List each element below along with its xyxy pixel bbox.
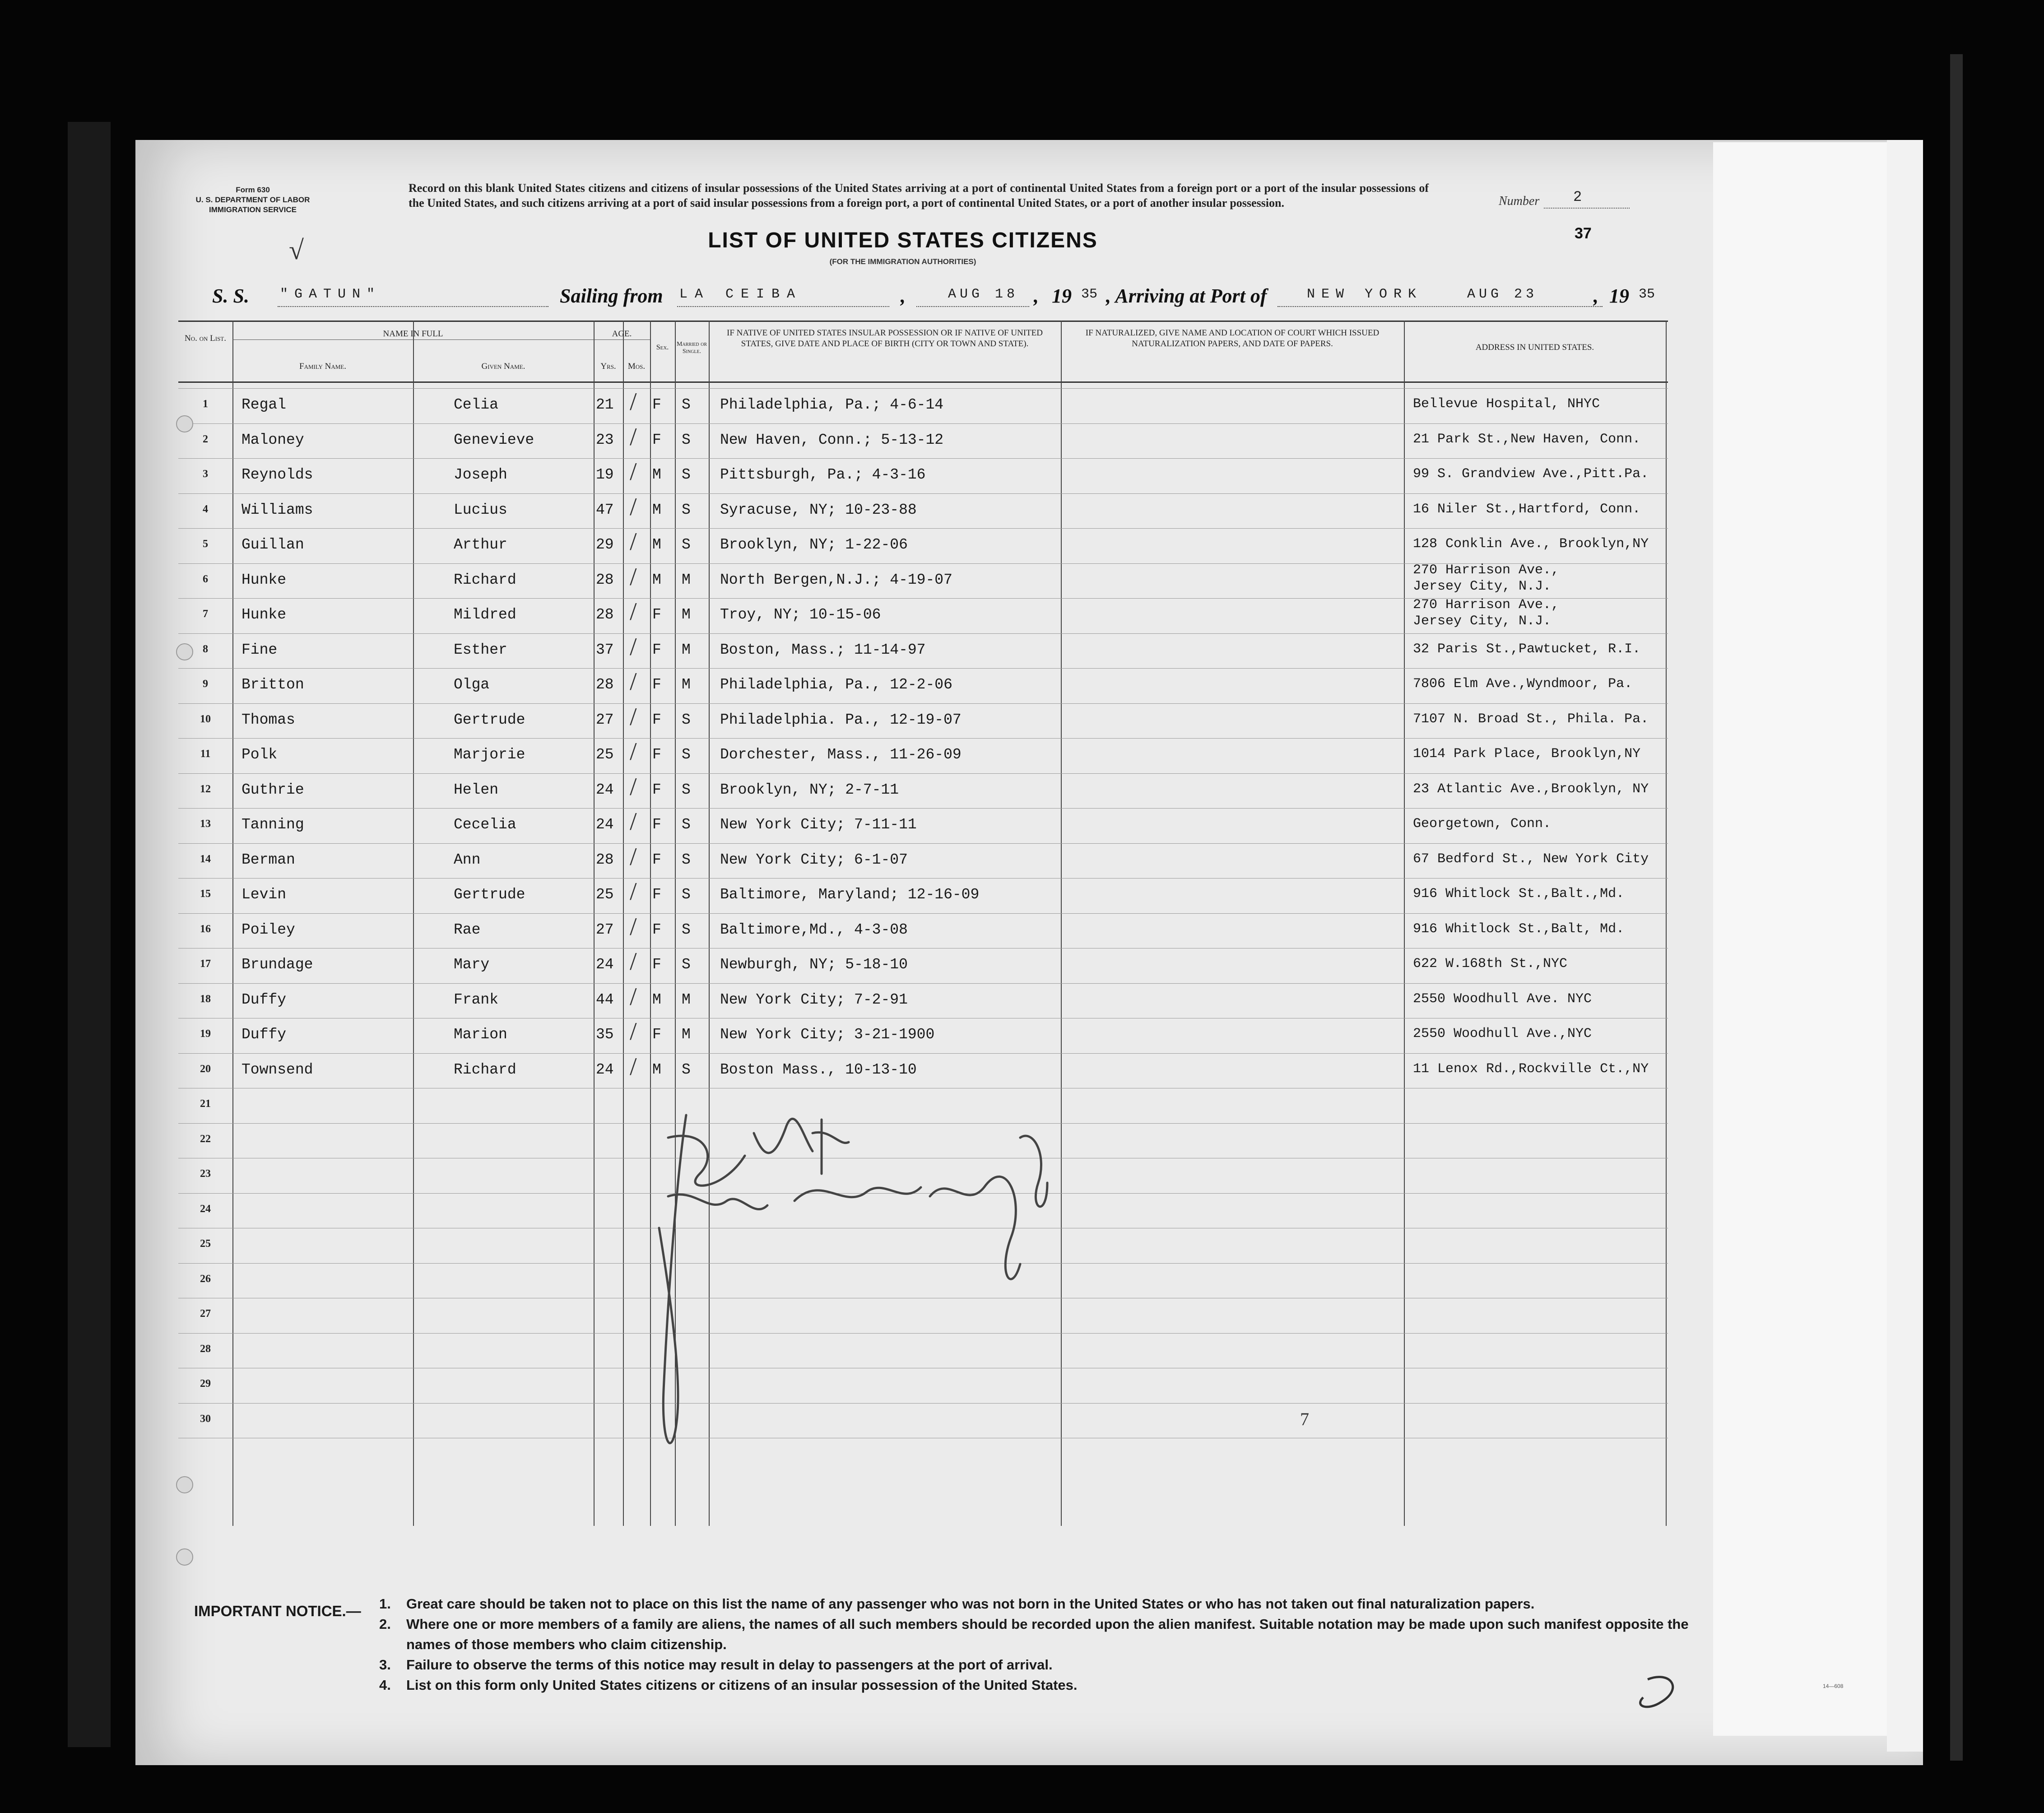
notice-number: 3.: [379, 1657, 391, 1673]
row-rule: [178, 703, 1668, 704]
handwritten-tick: /: [630, 878, 637, 906]
handwritten-tick: /: [630, 808, 637, 836]
handwritten-tick: /: [630, 912, 637, 941]
record-instructions: Record on this blank United States citizens and citizens of insular possessions of the United States arriving at a port of continental United States from a foreign port or a port of the insular possessions of the United States, and such citizens arriving at a port of said insular possessions from a foreign port, a port of continental United States, or a port of another insular possession.: [409, 181, 1429, 209]
page-mark: 37: [1575, 225, 1592, 242]
age-years: 24: [596, 1061, 614, 1078]
address-line: 270 Harrison Ave.,: [1413, 562, 1560, 578]
punch-hole: [176, 1548, 193, 1566]
ledger-top-rule: [178, 321, 1668, 322]
address-line: 67 Bedford St., New York City: [1413, 851, 1649, 867]
marital-status: S: [682, 501, 691, 518]
col-married-single: Married or Single.: [676, 341, 707, 355]
family-name: Williams: [242, 501, 313, 518]
marital-status: S: [682, 816, 691, 833]
family-name: Poiley: [242, 921, 295, 938]
sheet-backing: [1887, 140, 1923, 1752]
marital-status: S: [682, 956, 691, 973]
sex: M: [652, 466, 661, 483]
age-years: 25: [596, 746, 614, 763]
row-number: 14: [200, 853, 211, 865]
given-name: Gertrude: [454, 886, 525, 903]
given-name: Genevieve: [454, 431, 534, 448]
row-number: 16: [200, 923, 211, 935]
given-name: Richard: [454, 571, 516, 588]
address-line: 32 Paris St.,Pawtucket, R.I.: [1413, 641, 1641, 657]
birth-place-date: Boston, Mass.; 11-14-97: [720, 641, 926, 658]
marital-status: M: [682, 991, 691, 1008]
age-years: 28: [596, 571, 614, 588]
birth-place-date: New York City; 7-11-11: [720, 816, 917, 833]
handwritten-tick: /: [630, 562, 637, 591]
col-divider: [1404, 321, 1405, 1526]
row-number: 15: [200, 888, 211, 900]
row-rule: [178, 773, 1668, 774]
col-divider: [1061, 321, 1062, 1526]
given-name: Richard: [454, 1061, 516, 1078]
form-number: Form 630: [236, 186, 270, 194]
handwritten-tick: /: [630, 772, 637, 801]
family-name: Maloney: [242, 431, 304, 448]
sex: F: [652, 1026, 661, 1043]
row-rule: [178, 843, 1668, 844]
family-name: Guillan: [242, 536, 304, 553]
marital-status: M: [682, 1026, 691, 1043]
punch-hole: [176, 643, 193, 660]
sex: M: [652, 571, 661, 588]
from-port: LA CEIBA: [679, 287, 803, 302]
sex: F: [652, 711, 661, 728]
marital-status: M: [682, 571, 691, 588]
row-rule: [178, 528, 1668, 529]
col-yrs: Yrs.: [600, 362, 616, 371]
birth-place-date: Philadelphia, Pa.; 4-6-14: [720, 396, 944, 413]
col-divider: [594, 321, 595, 1526]
family-name: Duffy: [242, 1026, 287, 1043]
age-years: 37: [596, 641, 614, 658]
birth-place-date: Troy, NY; 10-15-06: [720, 606, 881, 623]
marital-status: S: [682, 466, 691, 483]
row-rule: [178, 878, 1668, 879]
handwritten-signature: [650, 1102, 1056, 1476]
notice-item: [379, 1655, 1697, 1675]
address-line: 16 Niler St.,Hartford, Conn.: [1413, 501, 1641, 517]
family-name: Duffy: [242, 991, 287, 1008]
birth-place-date: New York City; 7-2-91: [720, 991, 908, 1008]
sex: F: [652, 956, 661, 973]
row-number: 1: [203, 398, 208, 410]
row-number: 28: [200, 1343, 211, 1355]
notice-text: Great care should be taken not to place on this list the name of any passenger who was not born in the United States or who has not taken out final naturalization papers.: [406, 1596, 1535, 1612]
age-years: 28: [596, 606, 614, 623]
to-port-line: [1278, 306, 1603, 307]
arrive-year: 35: [1639, 287, 1655, 302]
given-name: Lucius: [454, 501, 507, 518]
sex: F: [652, 746, 661, 763]
address-line: 21 Park St.,New Haven, Conn.: [1413, 431, 1641, 447]
notice-list: [379, 1594, 1697, 1695]
film-edge-left: [68, 122, 111, 1747]
address-line: 23 Atlantic Ave.,Brooklyn, NY: [1413, 781, 1649, 797]
family-name: Levin: [242, 886, 287, 903]
sex: M: [652, 501, 661, 518]
given-name: Arthur: [454, 536, 507, 553]
birth-place-date: New York City; 6-1-07: [720, 851, 908, 868]
birth-place-date: Brooklyn, NY; 2-7-11: [720, 781, 899, 798]
handwritten-tick: /: [630, 493, 637, 521]
sex: F: [652, 431, 661, 448]
address-line: 916 Whitlock St.,Balt.,Md.: [1413, 886, 1625, 902]
col-no: No. on List.: [185, 334, 226, 343]
marital-status: S: [682, 851, 691, 868]
birth-place-date: North Bergen,N.J.; 4-19-07: [720, 571, 952, 588]
given-name: Joseph: [454, 466, 507, 483]
comma: ,: [901, 285, 906, 307]
family-name: Polk: [242, 746, 278, 763]
comma: ,: [1034, 285, 1039, 307]
row-number: 6: [203, 573, 208, 585]
given-name: Mary: [454, 956, 490, 973]
marital-status: M: [682, 606, 691, 623]
address-line: 99 S. Grandview Ave.,Pitt.Pa.: [1413, 466, 1649, 482]
given-name: Esther: [454, 641, 507, 658]
row-number: 19: [200, 1028, 211, 1040]
notice-item: [379, 1675, 1697, 1695]
handwritten-tick: /: [630, 842, 637, 871]
row-rule: [178, 388, 1668, 389]
sex: F: [652, 886, 661, 903]
col-address: ADDRESS IN UNITED STATES.: [1475, 343, 1594, 352]
age-years: 27: [596, 711, 614, 728]
birth-place-date: Pittsburgh, Pa.; 4-3-16: [720, 466, 926, 483]
form-identifier: [172, 185, 334, 215]
row-number: 22: [200, 1133, 211, 1145]
address-line: 2550 Woodhull Ave. NYC: [1413, 991, 1592, 1007]
family-name: Britton: [242, 676, 304, 693]
notice-text: List on this form only United States citizens or citizens of an insular possession of the United States.: [406, 1677, 1078, 1693]
age-years: 21: [596, 396, 614, 413]
col-naturalized: IF NATURALIZED, GIVE NAME AND LOCATION OF COURT WHICH ISSUED NATURALIZATION PAPERS, AND DATE OF PAPERS.: [1085, 328, 1380, 349]
row-number: 11: [200, 748, 211, 760]
family-name: Townsend: [242, 1061, 313, 1078]
family-name: Regal: [242, 396, 287, 413]
col-divider: [1666, 321, 1667, 1526]
handwritten-tick: /: [630, 598, 637, 626]
sex: F: [652, 606, 661, 623]
birth-place-date: Baltimore, Maryland; 12-16-09: [720, 886, 980, 903]
sex: F: [652, 676, 661, 693]
family-name: Berman: [242, 851, 295, 868]
age-years: 19: [596, 466, 614, 483]
address-line: 2550 Woodhull Ave.,NYC: [1413, 1026, 1592, 1041]
handwritten-tick: /: [630, 458, 637, 486]
check-mark: √: [289, 235, 304, 265]
sex: F: [652, 396, 661, 413]
age-years: 44: [596, 991, 614, 1008]
arriving-label: , Arriving at Port of: [1106, 285, 1267, 307]
given-name: Helen: [454, 781, 499, 798]
given-name: Marion: [454, 1026, 507, 1043]
given-name: Gertrude: [454, 711, 525, 728]
number-label: Number: [1499, 194, 1540, 208]
given-name: Cecelia: [454, 816, 516, 833]
marital-status: S: [682, 431, 691, 448]
col-family: Family Name.: [299, 362, 346, 371]
address-line: 270 Harrison Ave.,: [1413, 597, 1560, 613]
notice-item: [379, 1614, 1697, 1655]
ss-label: S. S.: [212, 285, 249, 307]
page-title: LIST OF UNITED STATES CITIZENS: [708, 228, 1098, 252]
ledger-header-rule: [178, 381, 1668, 383]
row-rule: [178, 423, 1668, 424]
row-rule: [178, 808, 1668, 809]
handwritten-tick: /: [630, 702, 637, 731]
handwritten-tick: /: [630, 388, 637, 416]
row-number: 2: [203, 433, 208, 445]
sex: M: [652, 536, 661, 553]
row-number: 4: [203, 503, 208, 515]
marital-status: S: [682, 1061, 691, 1078]
row-number: 26: [200, 1273, 211, 1285]
row-rule: [178, 493, 1668, 494]
punch-hole: [176, 1476, 193, 1493]
marital-status: M: [682, 676, 691, 693]
row-number: 25: [200, 1238, 211, 1250]
age-years: 24: [596, 816, 614, 833]
depart-date-line: [916, 306, 1029, 307]
row-rule: [178, 983, 1668, 984]
birth-place-date: Philadelphia. Pa., 12-19-07: [720, 711, 962, 728]
col-divider: [623, 321, 624, 1526]
margin-mark: 7: [1300, 1409, 1309, 1429]
birth-place-date: Brooklyn, NY; 1-22-06: [720, 536, 908, 553]
address-line: Bellevue Hospital, NHYC: [1413, 396, 1600, 412]
row-number: 12: [200, 783, 211, 795]
row-rule: [178, 1053, 1668, 1054]
address-line-2: Jersey City, N.J.: [1413, 578, 1552, 594]
age-years: 47: [596, 501, 614, 518]
marital-status: S: [682, 921, 691, 938]
birth-place-date: New York City; 3-21-1900: [720, 1026, 935, 1043]
birth-place-date: Boston Mass., 10-13-10: [720, 1061, 917, 1078]
birth-place-date: Newburgh, NY; 5-18-10: [720, 956, 908, 973]
age-years: 28: [596, 676, 614, 693]
address-line: 622 W.168th St.,NYC: [1413, 956, 1568, 972]
row-number: 10: [200, 713, 211, 725]
row-number: 17: [200, 958, 211, 970]
marital-status: S: [682, 886, 691, 903]
age-years: 24: [596, 956, 614, 973]
given-name: Ann: [454, 851, 481, 868]
sex: F: [652, 851, 661, 868]
handwritten-tick: /: [630, 738, 637, 766]
from-port-line: [677, 306, 889, 307]
address-line-2: Jersey City, N.J.: [1413, 614, 1552, 629]
birth-place-date: Philadelphia, Pa., 12-2-06: [720, 676, 952, 693]
given-name: Celia: [454, 396, 499, 413]
year-prefix: 19: [1609, 285, 1629, 307]
marital-status: S: [682, 396, 691, 413]
row-rule: [178, 633, 1668, 634]
col-divider: [413, 321, 414, 1526]
sex: F: [652, 781, 661, 798]
row-number: 13: [200, 818, 211, 830]
age-years: 28: [596, 851, 614, 868]
given-name: Marjorie: [454, 746, 525, 763]
handwritten-tick: /: [630, 1052, 637, 1081]
notice-number: 2.: [379, 1616, 391, 1632]
age-years: 27: [596, 921, 614, 938]
address-line: 1014 Park Place, Brooklyn,NY: [1413, 746, 1641, 762]
family-name: Thomas: [242, 711, 295, 728]
family-name: Hunke: [242, 606, 287, 623]
handwritten-tick: /: [630, 982, 637, 1011]
depart-date: AUG 18: [948, 287, 1019, 302]
number-line: [1544, 208, 1630, 209]
notice-item: [379, 1594, 1697, 1614]
marital-status: S: [682, 746, 691, 763]
sex: F: [652, 641, 661, 658]
marital-status: S: [682, 781, 691, 798]
birth-place-date: New Haven, Conn.; 5-13-12: [720, 431, 944, 448]
ship-line: [278, 306, 548, 307]
notice-number: 4.: [379, 1677, 391, 1693]
row-number: 27: [200, 1308, 211, 1320]
given-name: Frank: [454, 991, 499, 1008]
col-birth: IF NATIVE OF UNITED STATES INSULAR POSSESSION OR IF NATIVE OF UNITED STATES, GIVE DATE AND PLACE OF BIRTH (CITY OR TOWN AND STATE).: [727, 328, 1043, 349]
family-name: Hunke: [242, 571, 287, 588]
address-line: 7806 Elm Ave.,Wyndmoor, Pa.: [1413, 676, 1633, 692]
notice-text: Failure to observe the terms of this notice may result in delay to passengers at the port of arrival.: [406, 1657, 1053, 1673]
department-name: U. S. DEPARTMENT OF LABOR: [195, 195, 310, 204]
to-port: NEW YORK: [1307, 287, 1423, 302]
birth-place-date: Baltimore,Md., 4-3-08: [720, 921, 908, 938]
page-subtitle: (FOR THE IMMIGRATION AUTHORITIES): [829, 257, 976, 266]
age-years: 35: [596, 1026, 614, 1043]
row-rule: [178, 913, 1668, 914]
col-name-in-full: NAME IN FULL: [232, 329, 594, 340]
age-years: 29: [596, 536, 614, 553]
row-number: 24: [200, 1203, 211, 1215]
age-years: 23: [596, 431, 614, 448]
sex: M: [652, 1061, 661, 1078]
row-number: 29: [200, 1378, 211, 1390]
form-code: 14—608: [1823, 1683, 1844, 1689]
row-number: 21: [200, 1098, 211, 1110]
sailing-label: Sailing from: [560, 285, 663, 307]
comma: ,: [1593, 285, 1598, 307]
service-name: IMMIGRATION SERVICE: [209, 205, 297, 214]
family-name: Fine: [242, 641, 278, 658]
row-number: 20: [200, 1063, 211, 1075]
family-name: Guthrie: [242, 781, 304, 798]
family-name: Reynolds: [242, 466, 313, 483]
notice-label: IMPORTANT NOTICE.—: [194, 1603, 361, 1619]
address-line: 916 Whitlock St.,Balt, Md.: [1413, 921, 1625, 937]
handwritten-tick: /: [630, 423, 637, 451]
col-mos: Mos.: [627, 362, 646, 371]
row-number: 8: [203, 643, 208, 655]
col-divider: [232, 321, 233, 1526]
family-name: Tanning: [242, 816, 304, 833]
marital-status: S: [682, 711, 691, 728]
row-number: 7: [203, 608, 208, 620]
row-rule: [178, 458, 1668, 459]
given-name: Olga: [454, 676, 490, 693]
family-name: Brundage: [242, 956, 313, 973]
col-given: Given Name.: [481, 362, 525, 371]
col-age: AGE.: [594, 329, 650, 340]
punch-hole: [176, 415, 193, 432]
given-name: Mildred: [454, 606, 516, 623]
marital-status: S: [682, 536, 691, 553]
birth-place-date: Dorchester, Mass., 11-26-09: [720, 746, 962, 763]
address-line: Georgetown, Conn.: [1413, 816, 1552, 832]
given-name: Rae: [454, 921, 481, 938]
address-line: 128 Conklin Ave., Brooklyn,NY: [1413, 536, 1649, 552]
notice-number: 1.: [379, 1596, 391, 1612]
handwritten-tick: /: [630, 528, 637, 556]
number-value: 2: [1573, 189, 1582, 205]
marital-status: M: [682, 641, 691, 658]
sex: F: [652, 921, 661, 938]
row-number: 23: [200, 1168, 211, 1180]
handwritten-tick: /: [630, 668, 637, 696]
row-number: 9: [203, 678, 208, 690]
ship-name: "GATUN": [280, 287, 381, 302]
sex: M: [652, 991, 661, 1008]
film-edge-right: [1950, 54, 1963, 1761]
notice-text: Where one or more members of a family are aliens, the names of all such members should be recorded upon the alien manifest. Suitable notation may be made upon such manifest opposite the names of those members who claim citizenship.: [406, 1616, 1689, 1652]
row-rule: [178, 738, 1668, 739]
row-rule: [178, 668, 1668, 669]
depart-year: 35: [1081, 287, 1098, 302]
sex: F: [652, 816, 661, 833]
age-years: 25: [596, 886, 614, 903]
handwritten-tick: /: [630, 632, 637, 661]
address-line: 7107 N. Broad St., Phila. Pa.: [1413, 711, 1649, 727]
sheet-margin: [1713, 142, 1903, 1736]
col-sex: Sex.: [656, 344, 669, 351]
address-line: 11 Lenox Rd.,Rockville Ct.,NY: [1413, 1061, 1649, 1077]
row-number: 5: [203, 538, 208, 550]
arrive-date: AUG 23: [1467, 287, 1538, 302]
row-number: 3: [203, 468, 208, 480]
handwritten-tick: /: [630, 1018, 637, 1046]
handwritten-mark: [1630, 1670, 1693, 1720]
age-years: 24: [596, 781, 614, 798]
row-number: 18: [200, 993, 211, 1005]
year-prefix: 19: [1052, 285, 1072, 307]
birth-place-date: Syracuse, NY; 10-23-88: [720, 501, 917, 518]
row-number: 30: [200, 1413, 211, 1425]
handwritten-tick: /: [630, 948, 637, 976]
